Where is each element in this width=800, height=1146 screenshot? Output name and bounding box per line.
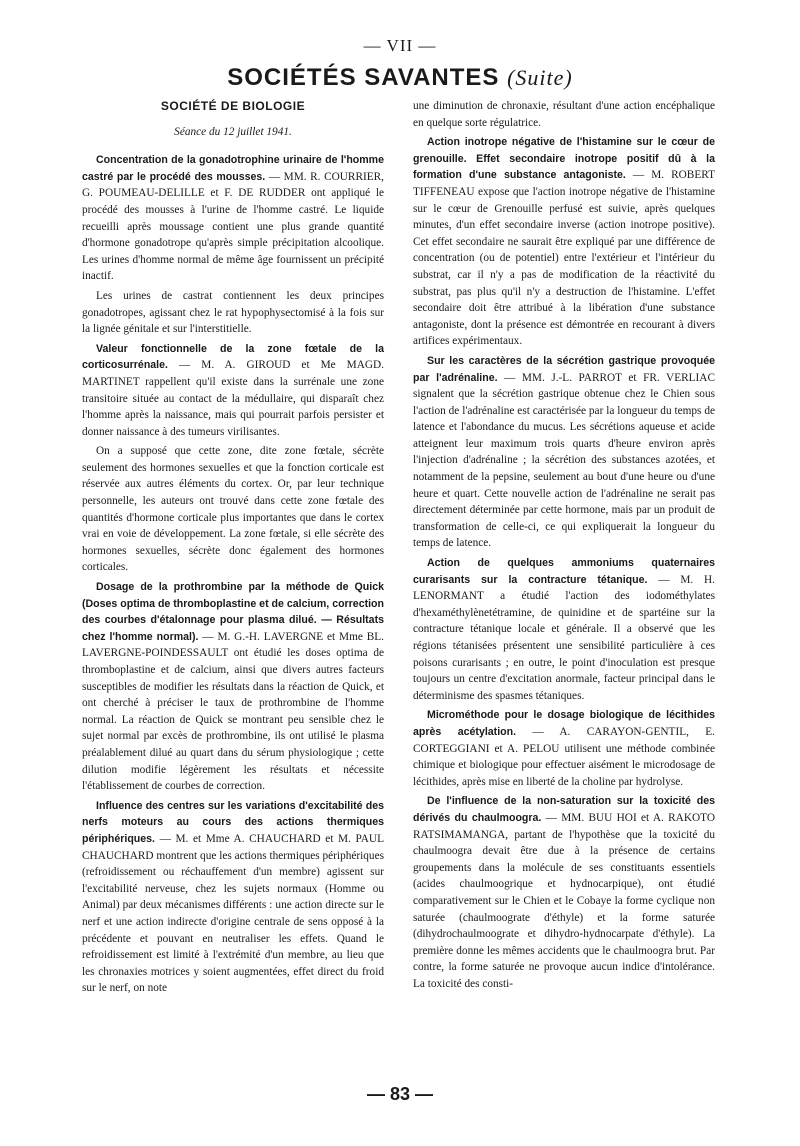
paragraph-text: — M. et Mme A. CHAUCHARD et M. PAUL CHAUCHARD montrent que les actions thermiques périphériques (refroidissement ou réchauffement d'un membre) agissent sur l'excitabilité nerveuse, chez les sujets normaux (Homme ou Animal) par deux mécanismes différents : une action directe sur le nerf et une action indirecte d'origine centrale de sens opposé à la précédente et pouvant en neutraliser les effets. Quand le refroidissement est limité à l'extrémité d'un membre, au lieu que les chronaxies motrices y soient augmentées, effet direct du froid sur le nerf, on note — [82, 832, 384, 995]
paragraph-title: Action inotrope négative de l'histamine sur le cœur de grenouille. Effet secondaire inotrope positif dû à la formation d'une substance antagoniste. — [413, 136, 715, 182]
paragraph-text: On a supposé que cette zone, dite zone fœtale, sécrète seulement des hormones sexuelles et que la fonction corticale est réservée aux autres éléments du cortex. Or, par leur technique personnelle, les auteurs ont trouvé dans cette zone fœtale des quantités d'hormone corticale plus importantes que dans le cortex vrai en voie de développement. La zone fœtale, si elle sécrète des hormones sexuelles, sécrète donc également des hormones corticales. — [82, 445, 384, 574]
paragraph-text: — M. G.-H. LAVERGNE et Mme BL. LAVERGNE-POINDESSAULT ont étudié les doses optima de thromboplastine et de calcium, ainsi que divers autres facteurs susceptibles de modifier les résultats dans la réaction de Quick, et ont cherché à préciser le taux de prothrombine de l'homme normal. La réaction de Quick se montrant peu sensible chez le sujet normal par excès de prothrombine, ils ont utilisé le plasma préalablement dilué au quart dans du sérum physiologique ; cette dilution modifie légèrement les résultats et nécessite l'établissement de courbes de correction. — [82, 630, 384, 793]
paragraph — [82, 443, 384, 576]
left-column-paragraphs — [82, 152, 384, 997]
paragraph-text: — M. H. LENORMANT a étudié l'action des iodométhylates d'hexaméthylènetétramine, de quinidine et de spartéine sur la contracture tétanique locale et générale. Il a observé que les régions tétanisées présentent une sensibilité particulière à ces poisons curarisants ; en outre, le point d'inoculation est presque toujours un centre d'excitation anormale, facteur principal dans le déterminisme des spasmes tétaniques. — [413, 573, 715, 702]
paragraph-text: — M. A. GIROUD et Me MAGD. MARTINET rappellent qu'il existe dans la surrénale une zone transitoire située au contact de la médullaire, qui disparaît chez l'homme après la naissance, mais qui pourrait parfois persister et donner naissance à des tumeurs virilisantes. — [82, 359, 384, 438]
paragraph — [413, 353, 715, 552]
paragraph-text: — MM. BUU HOI et A. RAKOTO RATSIMAMANGA, partant de l'hypothèse que la toxicité du chaulmoogra devait être due à la présence de certains groupements dans la molécule de ses constituants essentiels (acides chaulmoogrique et hydnocarpique), ont étudié comparativement sur le Chien et le Cobaye la forme cyclique non saturée (chaulmoograte d'éthyle) et la forme saturée (dihydrochaulmoograte et dihydro-hydnocarpate d'éthyle). La première donne les mêmes accidents que le chaulmoogra brut. Par contre, la forme saturée ne provoque aucun indice d'intolérance. La toxicité des consti- — [413, 811, 715, 990]
paragraph — [413, 134, 715, 350]
paragraph-title: De l'influence de la non-saturation sur la toxicité des dérivés du chaulmoogra. — [413, 795, 715, 824]
paragraph-title: Microméthode pour le dosage biologique de lécithides après acétylation. — [413, 709, 715, 738]
paragraph-text: Les urines de castrat contiennent les deux principes gonadotropes, agissant chez le rat hypophysectomisé à la fois sur la lignée génitale et sur l'interstitielle. — [82, 289, 384, 336]
paragraph — [413, 555, 715, 704]
right-column — [413, 98, 715, 995]
page-number-footer: — 83 — — [366, 1084, 434, 1104]
paragraph-title: Sur les caractères de la sécrétion gastrique provoquée par l'adrénaline. — [413, 354, 715, 384]
paragraph — [413, 98, 715, 131]
title-suffix: (Suite) — [507, 65, 573, 90]
paragraph-title: Concentration de la gonadotrophine urinaire de l'homme castré par le procédé des mousses. — [82, 154, 384, 183]
page-title — [0, 64, 800, 92]
paragraph-text: une diminution de chronaxie, résultant d'une action encéphalique en quelque sorte régulatrice. — [413, 100, 715, 129]
paragraph — [82, 579, 384, 795]
paragraph — [82, 288, 384, 338]
session-date: Séance du 12 juillet 1941. — [174, 125, 292, 138]
paragraph-text: — MM. R. COURRIER, G. POUMEAU-DELILLE et F. DE RUDDER ont appliqué le procédé des mousses à l'urine de l'homme castré. Le liquide recueilli après moussage contient une plus grande quantité d'hormone gonadotrope qu'après simple précipitation alcoolique. Les urines d'homme normal de même âge fournissent un précipité inactif. — [82, 170, 385, 283]
paragraph — [82, 152, 384, 285]
paragraph-title: Valeur fonctionnelle de la zone fœtale de la corticosurrénale. — [82, 342, 384, 372]
paragraph-title: Influence des centres sur les variations d'excitabilité des nerfs moteurs au cours des actions thermiques périphériques. — [82, 799, 384, 845]
paragraph-title: Dosage de la prothrombine par la méthode de Quick (Doses optima de thromboplastine et de calcium, correction des courbes d'étalonnage pour plasma dilué. — Résultats chez l'homme normal). — [82, 581, 384, 643]
society-heading: SOCIÉTÉ DE BIOLOGIE — [160, 99, 306, 113]
paragraph — [82, 341, 384, 441]
right-column-paragraphs — [413, 98, 715, 992]
left-column — [82, 98, 384, 1000]
roman-page-number: — VII — — [363, 36, 437, 55]
paragraph — [413, 707, 715, 790]
paragraph-text: — A. CARAYON-GENTIL, E. CORTEGGIANI et A. PELOU utilisent une méthode combinée chimique et biologique pour effectuer aisément le microdosage de lécithides, après mise en liberté de la choline par hydrolyse. — [413, 725, 715, 788]
paragraph-title: Action de quelques ammoniums quaternaires curarisants sur la contracture tétanique. — [413, 557, 715, 586]
paragraph — [82, 798, 384, 997]
title-main: SOCIÉTÉS SAVANTES — [227, 64, 500, 91]
paragraph — [413, 793, 715, 992]
paragraph-text: — MM. J.-L. PARROT et FR. VERLIAC signalent que la sécrétion gastrique obtenue chez le Chien sous l'action de l'adrénaline est caractérisée par la longueur du temps de latence et l'abondance du mucus. Les sécrétions aqueuse et acide atteignent leur maximum trois quarts d'heure environ après l'injection d'adrénaline ; la sécrétion des substances azotées, et notamment de la pepsine, seulement au bout d'une heure ou d'une heure et quart. Cette nouvelle action de l'adrénaline ne serait pas directement déterminée par cette hormone, mais par un produit de transformation de celle-ci, ce qui expliquerait la longueur du temps de latence. — [413, 371, 715, 550]
paragraph-text: — M. ROBERT TIFFENEAU expose que l'action inotrope négative de l'histamine sur le cœur de Grenouille perfusé est suivie, après quelques minutes, d'un effet secondaire inverse (action inotrope positive). Cet effet secondaire ne saurait être expliqué par une différence de concentration (ou de potentiel) entre l'extérieur et l'intérieur du substrat, car il n'y a pas de modification de la réactivité du substrat, pas plus qu'il n'y a destruction de l'histamine. L'effet secondaire doit être attribué à la libération d'une substance antagoniste, dont la présence est démontrée en recourant à divers artifices expérimentaux. — [413, 169, 716, 348]
